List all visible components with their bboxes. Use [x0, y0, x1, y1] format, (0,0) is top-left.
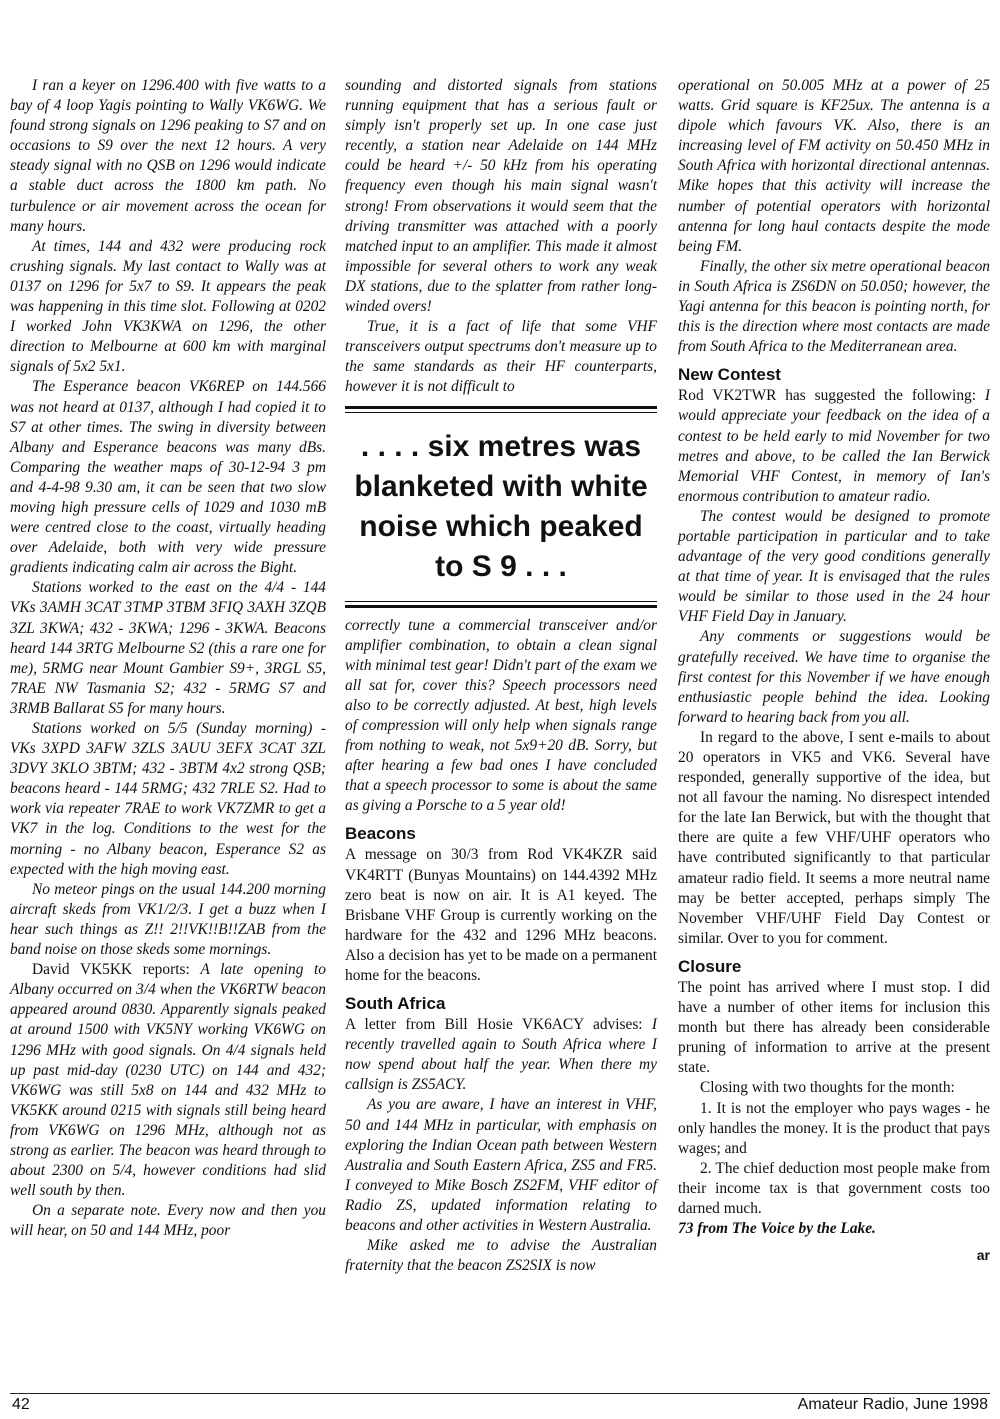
paragraph: correctly tune a commercial transceiver and/or amplifier combination, to obtain a clean signal with minimal test gear! Didn't part of the exam we all sat for, cover this? Speech processors need also to be correctly adjusted. At best, high levels of compression will only help when signals range from nothing to weak, not 5x9+20 dB. Sorry, but after hearing a few bad ones I have concluded that a speech processor to some is about the same as giving a Porsche to a 5 year old!: [345, 616, 657, 815]
paragraph: [345, 1015, 657, 1095]
section-heading-south-africa: South Africa: [345, 994, 446, 1014]
paragraph: As you are aware, I have an interest in VHF, 50 and 144 MHz in particular, with emphasis on exploring the Indian Ocean path between Western Australia and South Eastern Africa, ZS5 and FR5. I conveyed to Mike Bosch ZS2FM, VHF editor of Radio ZS, updated information relating to beacons and other activities in Western Australia.: [345, 1096, 657, 1235]
report-text: A late opening to Albany occurred on 3/4 when the VK6RTW beacon appeared around 0830. Apparently signals peaked at around 1500 with VK5NY working VK6WG on 1296 MHz with good signals. On 4/4 signals held up past mid-day (0230 UTC) on 144 and 432; VK6WG was still 5x8 on 144 and 432 MHz to VK5KK around 0215 with signals still being heard from VK6WG on 1296 MHz, although not as strong as earlier. The beacon was heard through to about 2300 on 5/4, however conditions had slid well south by then.: [10, 961, 326, 1200]
pull-quote: [345, 406, 657, 608]
paragraph: No meteor pings on the usual 144.200 morning aircraft skeds from VK1/2/3. I get a buzz when I hear such things as Z!! 2!!VK!!B!!ZAB from the band noise on those skeds some mornings.: [10, 880, 326, 959]
suggestion-lead: Rod VK2TWR has suggested the following:: [678, 387, 985, 405]
paragraph: Closing with two thoughts for the month:: [700, 1079, 955, 1097]
end-mark: ar: [976, 1247, 990, 1264]
letter-lead: A letter from Bill Hosie VK6ACY advises:: [345, 1016, 652, 1034]
paragraph: Finally, the other six metre operational beacon in South Africa is ZS6DN on 50.050; however, the Yagi antenna for this beacon is pointing north, for this is the direction where most contacts are made from South Africa to the Mediterranean area.: [678, 257, 990, 356]
paragraph: Stations worked on 5/5 (Sunday morning) - VKs 3XPD 3AFW 3ZLS 3AUU 3EFX 3CAT 3ZL 3DVY 3KLO 3BTM; 432 - 3BTM 4x2 strong QSB; beacons heard - 144 5RMG; 432 7RLE S2. Had to work via repeater 7RAE to work VK7ZMR to get a VK7 in the log. Conditions to the west for the morning - no Albany beacon, Esperance S2 as expected with the high moving east.: [10, 720, 326, 878]
column-1: [10, 76, 326, 1241]
paragraph: [678, 386, 990, 507]
section-heading-closure: Closure: [678, 956, 742, 976]
paragraph: At times, 144 and 432 were producing rock crushing signals. My last contact to Wally was at 0137 on 1296 for 5x7 to S9. It appears the peak was happening in this time slot. Following at 0202 I worked John VK3KWA on 1296, the other direction to Melbourne at 600 km with marginal signals of 5x2 5x1.: [10, 237, 326, 376]
section-heading-beacons: Beacons: [345, 824, 416, 844]
paragraph: In regard to the above, I sent e-mails to about 20 operators in VK5 and VK6. Several have responded, generally supportive of the idea, but not all favour the naming. No disrespect intended for the late Ian Berwick, but with the thought that there are quite a few VHF/UHF operators who have contributed significantly to that particular amateur radio field. It seems a more neutral name may be better accepted, perhaps simply The November VHF/UHF Field Day Contest or similar. Over to you for comment.: [678, 728, 990, 947]
paragraph: [10, 960, 326, 1201]
publication-footer: Amateur Radio, June 1998: [797, 1396, 988, 1413]
footer-divider: [10, 1393, 990, 1394]
column-3: [678, 76, 990, 1265]
page-number: 42: [12, 1396, 30, 1413]
sign-off: 73 from The Voice by the Lake.: [678, 1220, 876, 1238]
paragraph: I ran a keyer on 1296.400 with five watts to a bay of 4 loop Yagis pointing to Wally VK6WG. We found strong signals on 1296 peaking to S7 and on occasions to S9 over the next 12 hours. A very steady signal with no QSB on 1296 would indicate a stable duct across the 1800 km path. No turbulence or air movement across the ocean for many hours.: [10, 77, 326, 235]
paragraph: operational on 50.005 MHz at a power of 25 watts. Grid square is KF25ux. The antenna is a dipole which favours VK. Also, there is an increasing level of FM activity on 50.450 MHz in South Africa with horizontal directional antennas. Mike hopes that this activity will increase the number of potential operators with horizontal antenna for long haul contacts despite the mode being FM.: [678, 77, 990, 255]
paragraph: The contest would be designed to promote portable participation in particular and to take advantage of the very good conditions generally at that time of year. It is envisaged that the rules would be similar to those used in the 24 hour VHF Field Day in January.: [678, 507, 990, 626]
paragraph: 1. It is not the employer who pays wages - he only handles the money. It is the product that pays wages; and: [678, 1099, 990, 1157]
section-heading-new-contest: New Contest: [678, 365, 781, 385]
column-2: [345, 76, 657, 1276]
paragraph: sounding and distorted signals from stations running equipment that has a serious fault or simply isn't properly set up. In one case just recently, a station near Adelaide on 144 MHz could be heard +/- 50 kHz from his operating frequency even though his main signal wasn't strong! From observations it would seem that the driving transmitter was attached with a poorly matched input to an amplifier. This made it almost impossible for several others to work any weak DX stations, due to the splatter from rather long-winded overs!: [345, 77, 657, 316]
paragraph: Any comments or suggestions would be gratefully received. We have time to organise the first contest for this November if we have enough enthusiastic people behind the idea. Looking forward to hearing back from you all.: [678, 628, 990, 726]
paragraph: The Esperance beacon VK6REP on 144.566 was not heard at 0137, although I had copied it to S7 at other times. The swing in diversity between Albany and Esperance beacons was many dBs. Comparing the weather maps of 30-12-94 3 pm and 4-4-98 9.30 am, it can be seen that two slow moving high pressure cells of 1029 and 1030 mB were centred close to the coast, virtually heading over Adelaide, both with very wide pressure gradients indicating calm air across the Bight.: [10, 378, 326, 577]
report-lead: David VK5KK reports:: [32, 961, 201, 979]
pull-quote-text: . . . . six metres was blanketed with white noise which peaked to S 9 . . .: [345, 412, 657, 602]
paragraph: Mike asked me to advise the Australian fraternity that the beacon ZS2SIX is now: [345, 1237, 657, 1275]
paragraph: The point has arrived where I must stop. I did have a number of other items for inclusion this month but there has already been considerable pruning of information to arrive at the present state.: [678, 978, 990, 1077]
suggestion-text: I would appreciate your feedback on the idea of a contest to be held early to mid November for two metres and above, to be called the Ian Berwick Memorial VHF Contest, in memory of Ian's enormous contribution to amateur radio.: [678, 387, 990, 505]
paragraph: 2. The chief deduction most people make from their income tax is that government costs too darned much.: [678, 1159, 990, 1217]
paragraph: Stations worked to the east on the 4/4 - 144 VKs 3AMH 3CAT 3TMP 3TBM 3FIQ 3AXH 3ZQB 3ZL 3KWA; 432 - 3KWA; 1296 - 3KWA. Beacons heard 144 3RTG Melbourne S2 (this a rare one for me), 5RMG near Mount Gambier S9+, 3RGL S5, 7RAE NW Tasmania S2; 432 - 5RMG S7 and 3RMB Ballarat S5 for many hours.: [10, 579, 326, 717]
paragraph: True, it is a fact of life that some VHF transceivers output spectrums don't measure up to the same standards as their HF counterparts, however it is not difficult to: [345, 318, 657, 396]
paragraph: A message on 30/3 from Rod VK4KZR said VK4RTT (Bunyas Mountains) on 144.4392 MHz zero beat is now on air. It is A1 keyed. The Brisbane VHF Group is currently working on the hardware for the 432 and 1296 MHz beacons. Also a decision has yet to be made on a permanent home for the beacons.: [345, 846, 657, 984]
paragraph: On a separate note. Every now and then you will hear, on 50 and 144 MHz, poor: [10, 1202, 326, 1240]
letter-text: I recently travelled again to South Africa where I now spend about half the year. When there my callsign is ZS5ACY.: [345, 1016, 657, 1094]
